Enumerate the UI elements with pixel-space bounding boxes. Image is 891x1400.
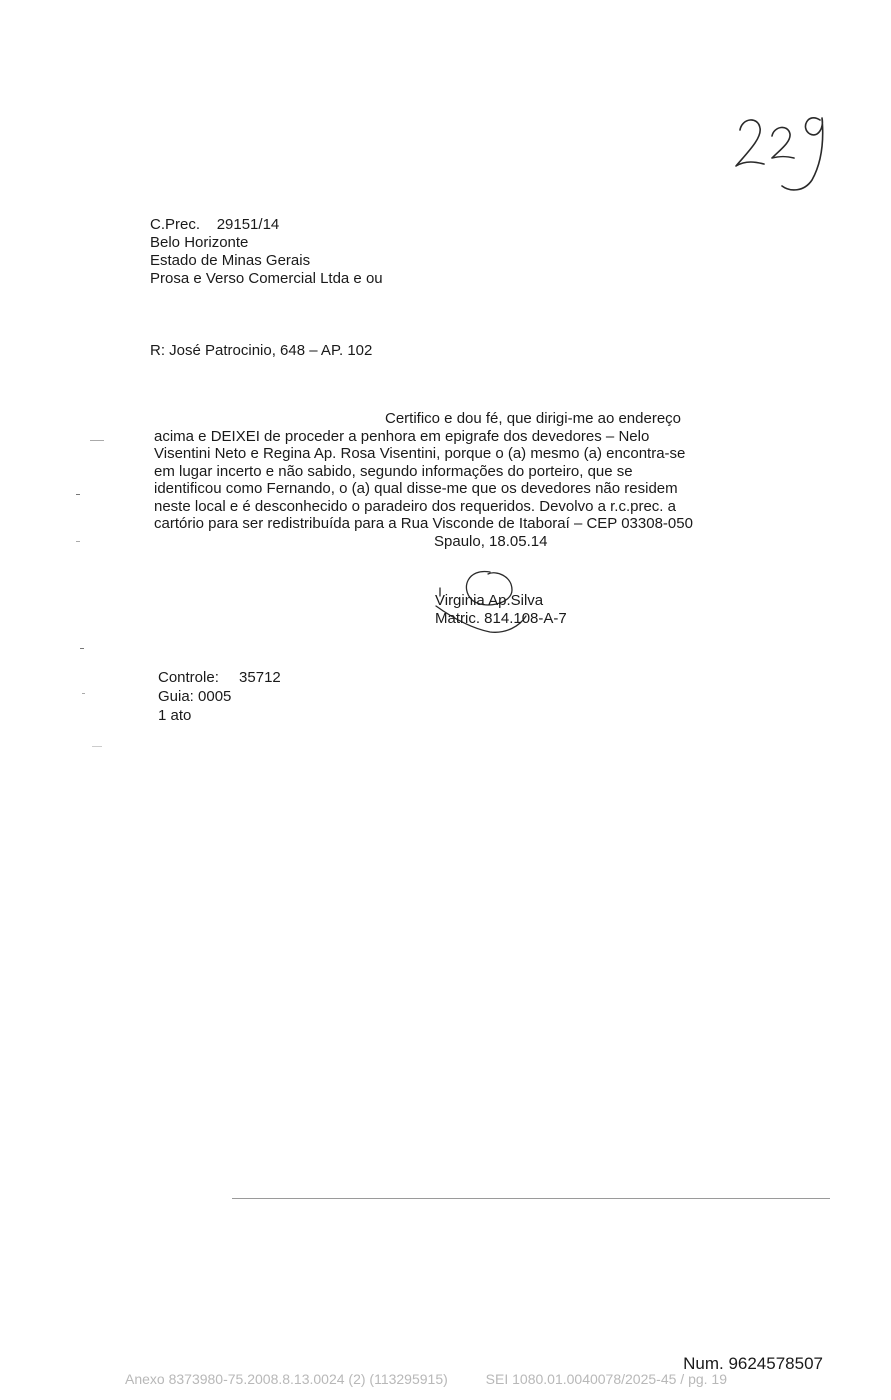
scan-speck bbox=[92, 746, 102, 747]
cprec-number: 29151/14 bbox=[216, 216, 280, 233]
document-number: Num. 9624578507 bbox=[683, 1354, 823, 1373]
certificate-line: acima e DEIXEI de proceder a penhora em epigrafe dos devedores – Nelo bbox=[154, 427, 650, 445]
footer-annex-reference: Anexo 8373980-75.2008.8.13.0024 (2) (113295915) bbox=[125, 1371, 448, 1387]
control-number bbox=[158, 668, 281, 687]
horizontal-rule bbox=[232, 1198, 830, 1199]
act-count: 1 ato bbox=[158, 707, 192, 724]
scan-speck bbox=[76, 494, 80, 495]
certificate-line: Certifico e dou fé, que dirigi-me ao endereço bbox=[385, 410, 682, 427]
control-value: 35712 bbox=[239, 669, 281, 686]
handwritten-page-number bbox=[728, 100, 838, 200]
certificate-line: neste local e é desconhecido o paradeiro dos requeridos. Devolvo a r.c.prec. a bbox=[154, 497, 676, 515]
cprec-label: C.Prec. bbox=[150, 216, 201, 233]
certificate-body bbox=[154, 410, 734, 550]
control-label: Controle: bbox=[158, 669, 219, 686]
signer-name: Virginia Ap.Silva bbox=[435, 592, 544, 609]
scan-speck bbox=[90, 440, 104, 441]
footer bbox=[125, 1371, 727, 1387]
address-line: R: José Patrocinio, 648 – AP. 102 bbox=[150, 342, 373, 359]
certificate-line: cartório para ser redistribuída para a Rua Visconde de Itaboraí – CEP 03308-050 bbox=[154, 515, 693, 532]
header-block bbox=[150, 216, 383, 288]
place-date: Spaulo, 18.05.14 bbox=[434, 532, 548, 550]
case-reference bbox=[150, 216, 383, 234]
scan-speck bbox=[80, 648, 84, 649]
city: Belo Horizonte bbox=[150, 234, 249, 251]
signature-block bbox=[435, 592, 567, 628]
certificate-line: Visentini Neto e Regina Ap. Rosa Visentini, porque o (a) mesmo (a) encontra-se bbox=[154, 445, 686, 462]
footer-sei-reference: SEI 1080.01.0040078/2025-45 / pg. 19 bbox=[485, 1371, 727, 1387]
certificate-line: identificou como Fernando, o (a) qual disse-me que os devedores não residem bbox=[154, 480, 678, 497]
scan-speck bbox=[82, 693, 85, 694]
certificate-line: em lugar incerto e não sabido, segundo informações do porteiro, que se bbox=[154, 462, 633, 480]
control-block bbox=[158, 668, 281, 725]
party-name: Prosa e Verso Comercial Ltda e ou bbox=[150, 270, 383, 287]
state: Estado de Minas Gerais bbox=[150, 252, 311, 269]
signer-registration: Matric. 814.108-A-7 bbox=[435, 610, 567, 627]
scan-speck bbox=[76, 541, 80, 542]
guia: Guia: 0005 bbox=[158, 688, 232, 705]
